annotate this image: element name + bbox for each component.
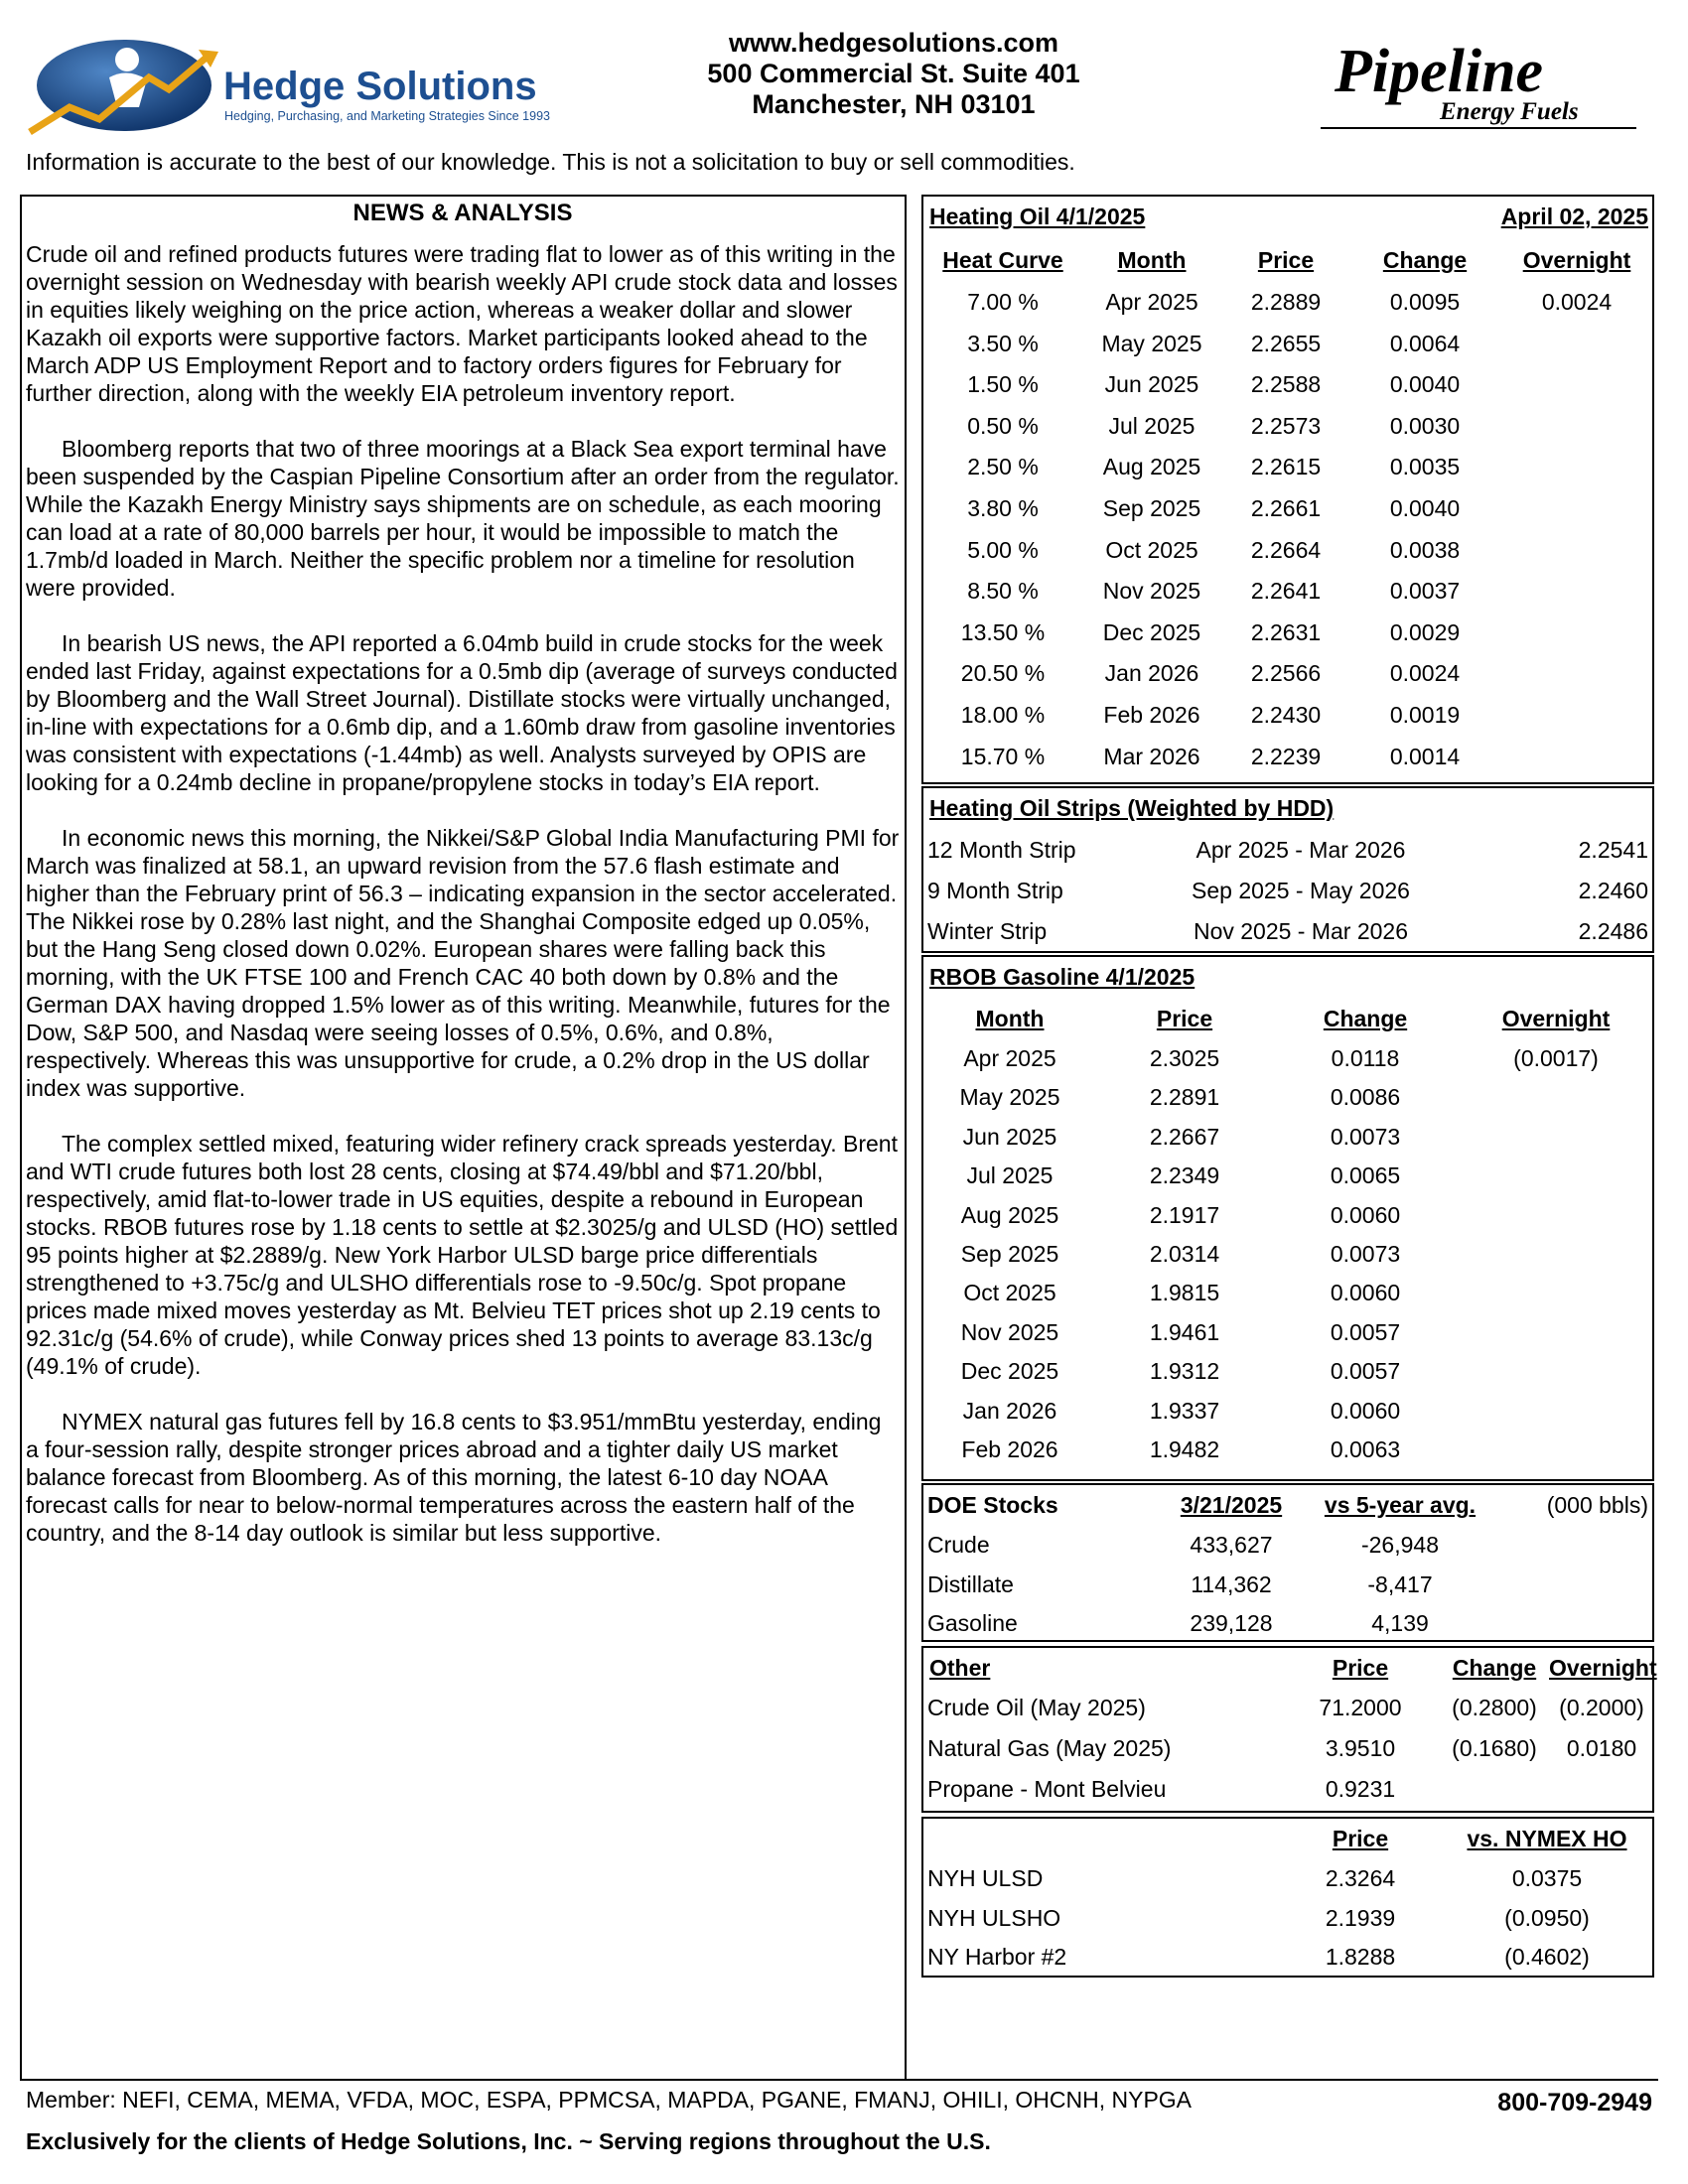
table-row: [923, 655, 1652, 691]
table-row: [923, 832, 1652, 868]
news-paragraph: The complex settled mixed, featuring wider refinery crack spreads yesterday. Brent and WTI crude futures both lost 28 cents, closing at $74.49/bbl and $71.20/bbl, respectively, amid flat-to-lower trade in US equities, despite a rebound in European stocks. RBOB futures rose by 1.18 cents to settle at $2.3025/g and ULSD (HO) settled 95 points higher at $2.2889/g. New York Harbor ULSD barge price differentials strengthened to +3.75c/g and ULSHO differentials rose to -9.50c/g. Spot propane prices made mixed moves yesterday as Mt. Belvieu TET prices shot up 2.19 cents to 92.31c/g (54.6% of crude), while Conway prices shed 13 points to average 83.13c/g (49.1% of crude).: [26, 1131, 899, 1379]
table-header-row: [923, 242, 1652, 278]
table-cell: Propane - Mont Belvieu: [927, 1776, 1167, 1802]
table-row: [923, 408, 1652, 444]
table-cell: Mar 2026: [1103, 743, 1200, 769]
table-header-row: [923, 1487, 1652, 1523]
table-cell: 5.00 %: [967, 536, 1039, 563]
news-analysis: [26, 197, 900, 1574]
table-cell: 1.9482: [1149, 1436, 1220, 1462]
table-cell: 0.0037: [1389, 578, 1461, 605]
table-cell: 1.9312: [1149, 1358, 1220, 1385]
nyh-table: [921, 1817, 1654, 1978]
table-cell: 0.0024: [1541, 289, 1613, 315]
table-row: [923, 697, 1652, 733]
table-cell: Feb 2026: [1103, 702, 1200, 728]
table-row: [923, 1314, 1652, 1350]
col-header: Overnight: [1549, 1655, 1657, 1681]
table-cell: 0.0040: [1389, 371, 1461, 398]
table-cell: 2.2661: [1250, 495, 1322, 521]
table-row: [923, 739, 1652, 774]
table-row: [923, 1567, 1652, 1602]
address-line-2: Manchester, NH 03101: [752, 89, 1036, 119]
news-paragraph: In economic news this morning, the Nikkei/S&P Global India Manufacturing PMI for March was finalized at 58.1, an upward revision from the 57.6 flash estimate and higher than the February print of 56.3 – indicating expansion in the sector accelerated. The Nikkei rose by 0.28% last night, and the Shanghai Composite edged up 0.05%, but the Hang Seng closed down 0.02%. European shares were falling back this morning, with the UK FTSE 100 and French CAC 40 both down by 0.8% and the German DAX having dropped 1.5% lower as of this writing. Meanwhile, futures for the Dow, S&P 500, and Nasdaq were seeing losses of 0.5%, 0.6%, and 0.8%, respectively. Whereas this was unsupportive for crude, a 0.2% drop in the US dollar index was supportive.: [26, 825, 900, 1101]
table-title-row: [923, 959, 1652, 995]
table-row: [923, 873, 1652, 908]
table-cell: Nov 2025 - Mar 2026: [1193, 918, 1409, 944]
table-cell: 0.0060: [1330, 1201, 1401, 1228]
table-cell: Apr 2025: [1105, 289, 1198, 315]
table-cell: Distillate: [927, 1570, 1014, 1597]
table-cell: Apr 2025 - Mar 2026: [1196, 837, 1406, 863]
table-cell: Sep 2025: [960, 1241, 1059, 1267]
table-cell: Nov 2025: [1102, 578, 1201, 605]
rbob-table: [921, 955, 1654, 1481]
table-cell: 0.0057: [1330, 1318, 1401, 1345]
col-header: Price: [1332, 1655, 1389, 1681]
table-cell: 0.0060: [1330, 1397, 1401, 1424]
col-header: Price: [1257, 247, 1315, 273]
table-cell: 2.2889: [1250, 289, 1322, 315]
table-cell: 2.2667: [1149, 1123, 1220, 1150]
table-row: [923, 1690, 1652, 1725]
table-cell: 18.00 %: [960, 702, 1046, 728]
table-cell: Apr 2025: [963, 1045, 1056, 1071]
table-row: [923, 490, 1652, 526]
table-cell: 114,362: [1191, 1570, 1272, 1597]
table-cell: Jul 2025: [1108, 412, 1196, 439]
doe-date: 3/21/2025: [1180, 1492, 1283, 1518]
table-cell: 2.2615: [1250, 454, 1322, 480]
table-row: [923, 1432, 1652, 1467]
table-cell: (0.2800): [1452, 1695, 1537, 1720]
table-cell: Jul 2025: [966, 1162, 1054, 1189]
table-cell: Oct 2025: [1105, 536, 1198, 563]
table-cell: 2.2664: [1250, 536, 1322, 563]
table-row: [923, 284, 1652, 320]
table-cell: Gasoline: [927, 1610, 1018, 1636]
table-row: [923, 1527, 1652, 1563]
table-cell: NYH ULSD: [927, 1865, 1044, 1891]
table-cell: 0.9231: [1325, 1776, 1396, 1802]
pipeline-logo: [1311, 34, 1638, 133]
table-row: [923, 1040, 1652, 1076]
table-cell: NYH ULSHO: [927, 1904, 1061, 1931]
strips-title: Heating Oil Strips (Weighted by HDD): [929, 795, 1335, 821]
table-cell: 2.1939: [1325, 1904, 1396, 1931]
pipeline-sub: Energy Fuels: [1440, 98, 1579, 125]
table-cell: (0.1680): [1452, 1735, 1537, 1761]
table-cell: 0.0375: [1511, 1865, 1583, 1891]
table-cell: 0.0060: [1330, 1280, 1401, 1306]
table-cell: 2.2430: [1250, 702, 1322, 728]
table-cell: May 2025: [1101, 330, 1202, 356]
table-header-row: [923, 1821, 1652, 1856]
col-header: Heat Curve: [942, 247, 1063, 273]
table-cell: 2.2641: [1250, 578, 1322, 605]
table-cell: Oct 2025: [963, 1280, 1056, 1306]
table-cell: 0.0073: [1330, 1241, 1401, 1267]
table-row: [923, 1353, 1652, 1389]
table-cell: 2.2573: [1250, 412, 1322, 439]
table-cell: 0.0065: [1330, 1162, 1401, 1189]
table-cell: 2.3264: [1325, 1865, 1396, 1891]
strips-table: [921, 786, 1654, 953]
hedge-solutions-logo: [20, 38, 576, 139]
table-row: [923, 1605, 1652, 1641]
table-cell: 2.1917: [1149, 1201, 1220, 1228]
table-row: [923, 1393, 1652, 1429]
table-cell: 0.0063: [1330, 1436, 1401, 1462]
table-row: [923, 532, 1652, 568]
table-cell: Jun 2025: [1104, 371, 1199, 398]
col-header: Overnight: [1522, 247, 1631, 273]
table-cell: May 2025: [959, 1084, 1060, 1111]
table-cell: Jan 2026: [962, 1397, 1057, 1424]
doe-vs-avg: vs 5-year avg.: [1324, 1492, 1477, 1518]
serving-line: Exclusively for the clients of Hedge Solutions, Inc. ~ Serving regions throughout the U.S.: [26, 2128, 991, 2154]
table-cell: Crude Oil (May 2025): [927, 1695, 1146, 1720]
table-cell: 15.70 %: [960, 743, 1046, 769]
heating-oil-table: [921, 195, 1654, 784]
table-cell: (0.4602): [1504, 1944, 1590, 1970]
table-cell: Crude: [927, 1532, 990, 1558]
table-row: [923, 326, 1652, 361]
table-cell: 9 Month Strip: [927, 878, 1063, 903]
news-paragraph: Bloomberg reports that two of three moorings at a Black Sea export terminal have been suspended by the Caspian Pipeline Consortium after an order from the regulator. While the Kazakh Energy Ministry says shipments are on schedule, as each mooring can load at a rate of 80,000 barrels per hour, it would be impossible to match the 1.7mb/d loaded in March. Neither the specific problem nor a timeline for resolution were provided.: [26, 436, 900, 601]
doe-title: DOE Stocks: [927, 1492, 1058, 1518]
table-cell: Nov 2025: [960, 1318, 1059, 1345]
table-cell: 1.9815: [1149, 1280, 1220, 1306]
table-cell: 0.50 %: [967, 412, 1039, 439]
table-cell: Sep 2025: [1102, 495, 1201, 521]
table-cell: 2.2460: [1578, 878, 1648, 903]
table-row: [923, 913, 1652, 949]
pipeline-brand: Pipeline: [1335, 38, 1544, 105]
table-cell: Jan 2026: [1104, 660, 1199, 687]
table-cell: 0.0024: [1389, 660, 1461, 687]
table-cell: -8,417: [1367, 1570, 1433, 1597]
table-row: [923, 1236, 1652, 1272]
table-cell: 0.0064: [1389, 330, 1461, 356]
table-cell: 1.9461: [1149, 1318, 1220, 1345]
table-cell: Natural Gas (May 2025): [927, 1735, 1172, 1761]
table-row: [923, 1079, 1652, 1115]
table-row: [923, 614, 1652, 650]
member-list: Member: NEFI, CEMA, MEMA, VFDA, MOC, ESPA, PPMCSA, MAPDA, PGANE, FMANJ, OHILI, OHCNH, NYPGA: [26, 2087, 1193, 2113]
heating-oil-title: Heating Oil 4/1/2025: [929, 204, 1146, 229]
table-row: [923, 1900, 1652, 1936]
table-cell: 71.2000: [1319, 1695, 1402, 1720]
table-header-row: [923, 1001, 1652, 1036]
table-row: [923, 1771, 1652, 1807]
table-cell: 4,139: [1371, 1610, 1429, 1636]
table-cell: 0.0035: [1389, 454, 1461, 480]
col-header: Month: [1117, 247, 1187, 273]
table-cell: 2.2566: [1250, 660, 1322, 687]
other-title: Other: [929, 1655, 991, 1681]
table-title-row: [923, 199, 1652, 234]
news-paragraph: In bearish US news, the API reported a 6.04mb build in crude stocks for the week ended last Friday, against expectations for a 0.5mb dip (average of surveys conducted by Bloomberg and the Wall Street Journal). Distillate stocks were virtually unchanged, in-line with expectations for a 0.6mb dip, and a 1.60mb draw from gasoline inventories was consistent with expectations (-1.44mb) as well. Analysts surveyed by OPIS are looking for a 0.24mb decline in propane/propylene stocks in today’s EIA report.: [26, 630, 898, 795]
table-cell: 8.50 %: [967, 578, 1039, 605]
table-cell: Feb 2026: [961, 1436, 1058, 1462]
table-cell: -26,948: [1360, 1532, 1439, 1558]
table-cell: 12 Month Strip: [927, 837, 1076, 863]
disclaimer: Information is accurate to the best of our knowledge. This is not a solicitation to buy or sell commodities.: [26, 149, 1075, 175]
table-cell: 2.2541: [1578, 837, 1648, 863]
table-cell: 2.0314: [1149, 1241, 1220, 1267]
table-cell: 3.9510: [1325, 1735, 1396, 1761]
table-cell: 2.2655: [1250, 330, 1322, 356]
table-cell: 1.50 %: [967, 371, 1039, 398]
website-link[interactable]: www.hedgesolutions.com: [728, 28, 1059, 58]
table-row: [923, 1939, 1652, 1975]
news-paragraph: Crude oil and refined products futures were trading flat to lower as of this writing in the overnight session on Wednesday with bearish weekly API crude stock data and losses in equities likely weighing on the price action, whereas a weaker dollar and slower Kazakh oil exports were supportive factors. Market participants looked ahead to the March ADP US Employment Report and to factory orders figures for February for further direction, along with the weekly EIA petroleum inventory report.: [26, 241, 898, 406]
table-cell: 3.50 %: [967, 330, 1039, 356]
table-cell: 0.0073: [1330, 1123, 1401, 1150]
company-name: Hedge Solutions: [223, 65, 537, 108]
table-cell: 2.2891: [1149, 1084, 1220, 1111]
table-cell: 2.2631: [1250, 618, 1322, 645]
table-row: [923, 1860, 1652, 1896]
table-cell: 0.0029: [1389, 618, 1461, 645]
table-cell: 1.9337: [1149, 1397, 1220, 1424]
table-row: [923, 1730, 1652, 1766]
table-row: [923, 449, 1652, 484]
table-cell: 0.0019: [1389, 702, 1461, 728]
table-cell: Jun 2025: [962, 1123, 1057, 1150]
table-row: [923, 1197, 1652, 1233]
table-cell: 3.80 %: [967, 495, 1039, 521]
other-table: [921, 1646, 1657, 1813]
col-header: vs. NYMEX HO: [1467, 1826, 1627, 1851]
table-cell: 13.50 %: [960, 618, 1046, 645]
phone-number[interactable]: 800-709-2949: [1497, 2089, 1652, 2116]
col-header: Change: [1382, 247, 1468, 273]
table-cell: Winter Strip: [927, 918, 1048, 944]
table-cell: 433,627: [1190, 1532, 1273, 1558]
table-cell: Sep 2025 - May 2026: [1192, 878, 1410, 903]
table-row: [923, 366, 1652, 402]
col-header: Change: [1323, 1006, 1408, 1031]
frame-line: [20, 195, 22, 2081]
table-cell: 2.3025: [1149, 1045, 1220, 1071]
table-cell: 2.2349: [1149, 1162, 1220, 1189]
table-cell: 0.0057: [1330, 1358, 1401, 1385]
rbob-title: RBOB Gasoline 4/1/2025: [929, 964, 1196, 990]
table-cell: 0.0086: [1330, 1084, 1401, 1111]
news-paragraph: NYMEX natural gas futures fell by 16.8 cents to $3.951/mmBtu yesterday, ending a four-session rally, despite stronger prices abroad and a tighter daily US market balance forecast from Bloomberg. As of this morning, the latest 6-10 day NOAA forecast calls for near to below-normal temperatures across the eastern half of the country, and the 8-14 day outlook is similar but less supportive.: [26, 1409, 882, 1546]
table-cell: 0.0040: [1389, 495, 1461, 521]
table-cell: 2.2239: [1250, 743, 1322, 769]
report-date: April 02, 2025: [1500, 204, 1648, 229]
table-row: [923, 573, 1652, 609]
table-cell: 2.2486: [1578, 918, 1648, 944]
table-cell: Dec 2025: [960, 1358, 1059, 1385]
table-cell: Dec 2025: [1102, 618, 1201, 645]
table-cell: (0.2000): [1559, 1695, 1644, 1720]
table-cell: Aug 2025: [1102, 454, 1201, 480]
table-row: [923, 1158, 1652, 1193]
table-cell: 0.0030: [1389, 412, 1461, 439]
table-cell: 0.0118: [1331, 1045, 1400, 1071]
col-header: Price: [1332, 1826, 1389, 1851]
table-cell: 20.50 %: [960, 660, 1046, 687]
table-row: [923, 1119, 1652, 1155]
table-cell: (0.0950): [1504, 1904, 1590, 1931]
col-header: Price: [1156, 1006, 1213, 1031]
table-cell: 239,128: [1190, 1610, 1273, 1636]
table-cell: 0.0014: [1389, 743, 1461, 769]
col-header: Change: [1452, 1655, 1537, 1681]
col-header: Overnight: [1501, 1006, 1611, 1031]
table-cell: NY Harbor #2: [927, 1944, 1067, 1970]
table-cell: (0.0017): [1513, 1045, 1599, 1071]
table-cell: 0.0095: [1389, 289, 1461, 315]
table-cell: 2.2588: [1250, 371, 1322, 398]
table-row: [923, 1275, 1652, 1310]
table-cell: 1.8288: [1325, 1944, 1396, 1970]
table-cell: 7.00 %: [967, 289, 1039, 315]
table-cell: Aug 2025: [960, 1201, 1059, 1228]
table-cell: 0.0038: [1389, 536, 1461, 563]
frame-line: [20, 2079, 1658, 2081]
table-cell: 0.0180: [1566, 1735, 1637, 1761]
news-title: NEWS & ANALYSIS: [352, 200, 573, 226]
table-title-row: [923, 790, 1652, 826]
company-tagline: Hedging, Purchasing, and Marketing Strategies Since 1993: [224, 109, 550, 123]
table-cell: 2.50 %: [967, 454, 1039, 480]
doe-stocks-table: [921, 1483, 1654, 1642]
table-header-row: [923, 1650, 1657, 1686]
contact-block: [616, 28, 1172, 120]
col-header: Month: [975, 1006, 1045, 1031]
doe-unit: (000 bbls): [1546, 1492, 1648, 1518]
address-line-1: 500 Commercial St. Suite 401: [707, 59, 1080, 88]
frame-line: [905, 195, 907, 2081]
